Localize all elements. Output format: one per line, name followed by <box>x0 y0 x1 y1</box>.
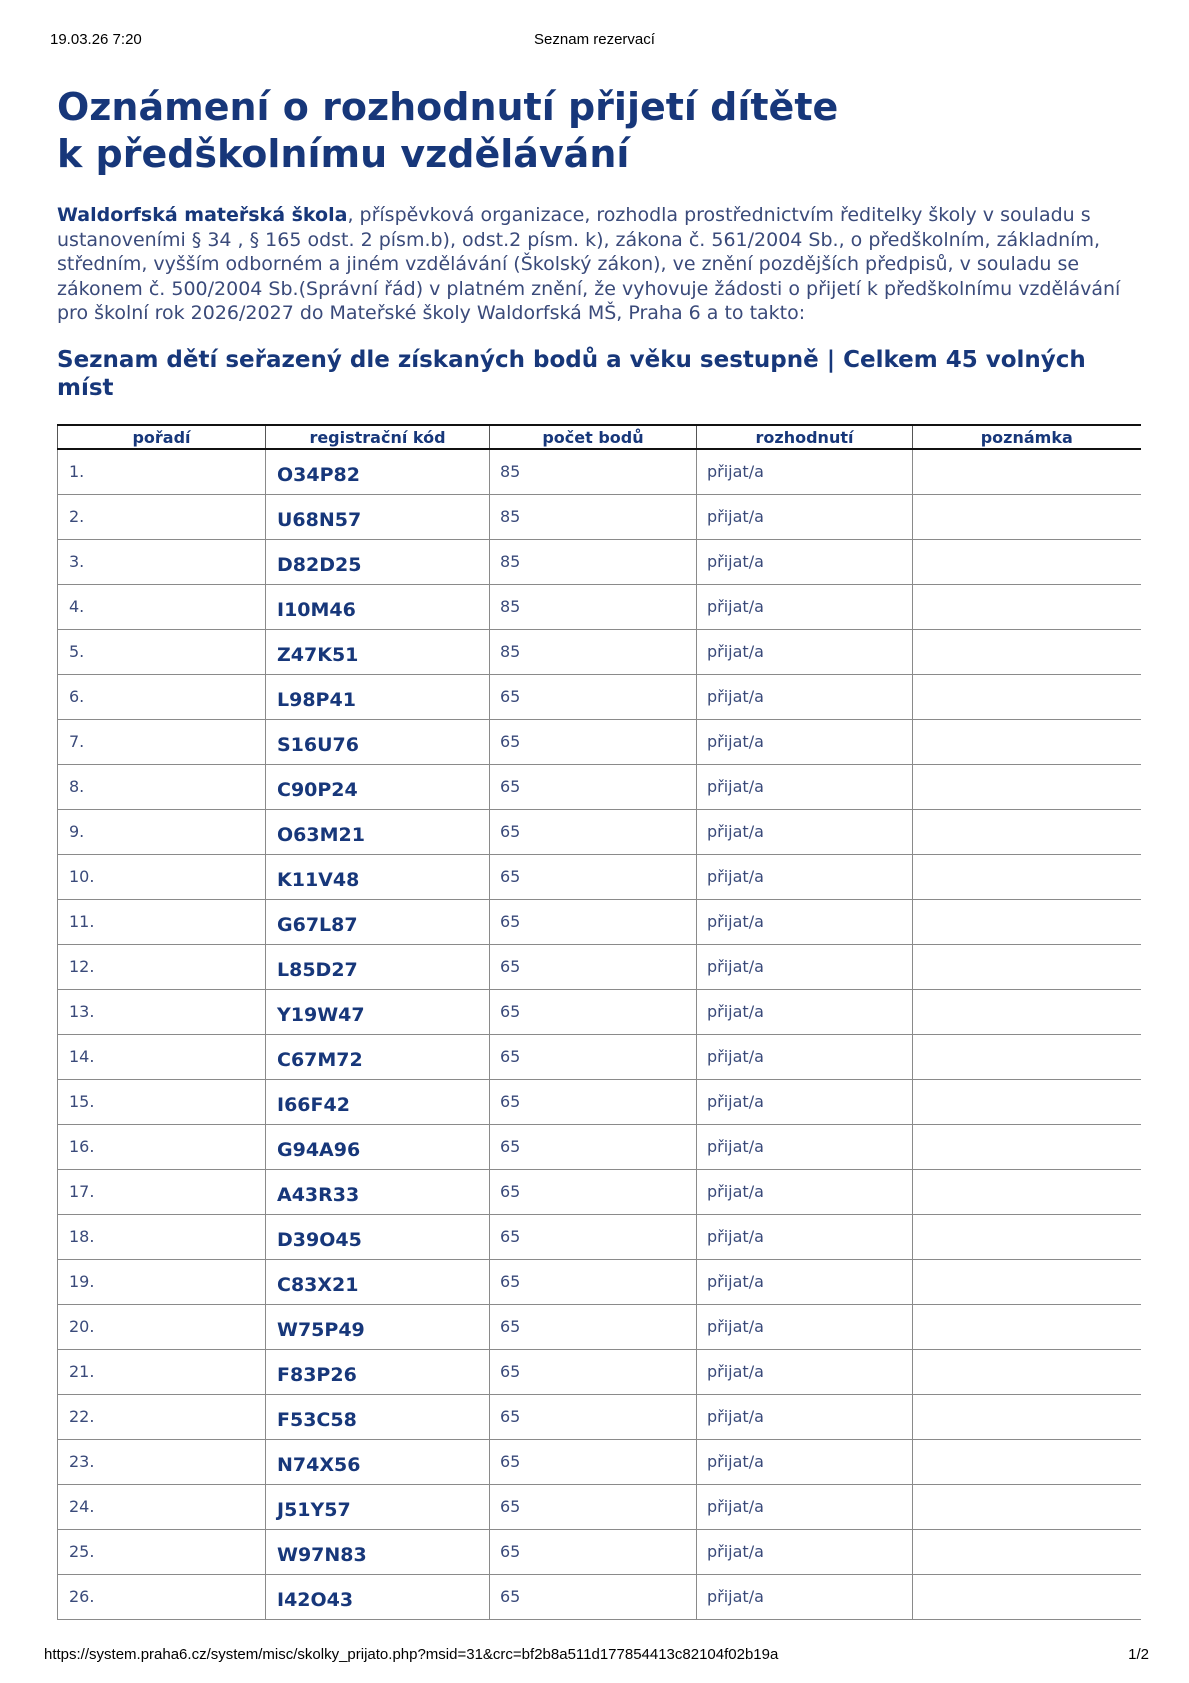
table-row <box>58 1125 1141 1170</box>
rank-cell: 11. <box>58 900 266 945</box>
rank-cell: 4. <box>58 585 266 630</box>
decision-cell: přijat/a <box>697 585 913 630</box>
rank-cell: 25. <box>58 1530 266 1575</box>
title-line-1: Oznámení o rozhodnutí přijetí dítěte <box>57 85 839 129</box>
registration-code-cell: W97N83 <box>266 1530 490 1575</box>
note-cell <box>913 1170 1141 1215</box>
points-cell: 65 <box>490 1440 697 1485</box>
rank-cell: 14. <box>58 1035 266 1080</box>
registration-code-cell: C83X21 <box>266 1260 490 1305</box>
note-cell <box>913 1035 1141 1080</box>
rank-cell: 13. <box>58 990 266 1035</box>
table-row <box>58 765 1141 810</box>
table-row <box>58 630 1141 675</box>
decision-cell: přijat/a <box>697 900 913 945</box>
registration-code-cell: Y19W47 <box>266 990 490 1035</box>
rank-cell: 16. <box>58 1125 266 1170</box>
points-cell: 85 <box>490 540 697 585</box>
column-header: poznámka <box>913 425 1141 449</box>
registration-code-cell: D39O45 <box>266 1215 490 1260</box>
points-cell: 65 <box>490 1215 697 1260</box>
decision-cell: přijat/a <box>697 1575 913 1620</box>
table-row <box>58 1485 1141 1530</box>
registration-code-cell: G67L87 <box>266 900 490 945</box>
registration-code-cell: I66F42 <box>266 1080 490 1125</box>
note-cell <box>913 495 1141 540</box>
school-name: Waldorfská mateřská škola <box>57 204 348 226</box>
rank-cell: 17. <box>58 1170 266 1215</box>
registration-code-cell: G94A96 <box>266 1125 490 1170</box>
decision-cell: přijat/a <box>697 1080 913 1125</box>
table-row <box>58 495 1141 540</box>
registration-code-cell: I10M46 <box>266 585 490 630</box>
points-cell: 85 <box>490 495 697 540</box>
note-cell <box>913 720 1141 765</box>
rank-cell: 7. <box>58 720 266 765</box>
note-cell <box>913 1215 1141 1260</box>
table-row <box>58 585 1141 630</box>
points-cell: 85 <box>490 585 697 630</box>
registration-code-cell: O34P82 <box>266 449 490 495</box>
points-cell: 65 <box>490 1530 697 1575</box>
points-cell: 65 <box>490 675 697 720</box>
registration-code-cell: D82D25 <box>266 540 490 585</box>
note-cell <box>913 1260 1141 1305</box>
rank-cell: 10. <box>58 855 266 900</box>
list-heading: Seznam dětí seřazený dle získaných bodů a věku sestupně | Celkem 45 volných míst <box>57 347 1086 401</box>
column-header: pořadí <box>58 425 266 449</box>
points-cell: 65 <box>490 1485 697 1530</box>
column-header: počet bodů <box>490 425 697 449</box>
note-cell <box>913 675 1141 720</box>
points-cell: 65 <box>490 1395 697 1440</box>
registration-code-cell: L98P41 <box>266 675 490 720</box>
table-row <box>58 449 1141 495</box>
note-cell <box>913 1395 1141 1440</box>
note-cell <box>913 900 1141 945</box>
rank-cell: 24. <box>58 1485 266 1530</box>
points-cell: 65 <box>490 765 697 810</box>
note-cell <box>913 1350 1141 1395</box>
registration-code-cell: S16U76 <box>266 720 490 765</box>
decision-cell: přijat/a <box>697 990 913 1035</box>
table-row <box>58 1350 1141 1395</box>
decision-cell: přijat/a <box>697 1395 913 1440</box>
decision-cell: přijat/a <box>697 810 913 855</box>
registration-code-cell: C90P24 <box>266 765 490 810</box>
decision-cell: přijat/a <box>697 1530 913 1575</box>
points-cell: 65 <box>490 1035 697 1080</box>
note-cell <box>913 630 1141 675</box>
note-cell <box>913 1530 1141 1575</box>
admission-table <box>57 424 1141 1620</box>
rank-cell: 21. <box>58 1350 266 1395</box>
rank-cell: 12. <box>58 945 266 990</box>
column-header: rozhodnutí <box>697 425 913 449</box>
rank-cell: 22. <box>58 1395 266 1440</box>
registration-code-cell: O63M21 <box>266 810 490 855</box>
table-row <box>58 1170 1141 1215</box>
registration-code-cell: K11V48 <box>266 855 490 900</box>
rank-cell: 2. <box>58 495 266 540</box>
decision-cell: přijat/a <box>697 1305 913 1350</box>
decision-cell: přijat/a <box>697 720 913 765</box>
points-cell: 65 <box>490 1170 697 1215</box>
rank-cell: 3. <box>58 540 266 585</box>
decision-cell: přijat/a <box>697 1170 913 1215</box>
table-row <box>58 900 1141 945</box>
registration-code-cell: A43R33 <box>266 1170 490 1215</box>
table-row <box>58 1260 1141 1305</box>
registration-code-cell: F53C58 <box>266 1395 490 1440</box>
decision-cell: přijat/a <box>697 630 913 675</box>
note-cell <box>913 855 1141 900</box>
note-cell <box>913 1125 1141 1170</box>
note-cell <box>913 1485 1141 1530</box>
note-cell <box>913 1305 1141 1350</box>
table-row <box>58 1395 1141 1440</box>
points-cell: 65 <box>490 945 697 990</box>
table-row <box>58 1215 1141 1260</box>
points-cell: 65 <box>490 900 697 945</box>
rank-cell: 20. <box>58 1305 266 1350</box>
decision-cell: přijat/a <box>697 1035 913 1080</box>
decision-cell: přijat/a <box>697 449 913 495</box>
table-row <box>58 810 1141 855</box>
decision-cell: přijat/a <box>697 945 913 990</box>
decision-cell: přijat/a <box>697 1485 913 1530</box>
column-header: registrační kód <box>266 425 490 449</box>
points-cell: 65 <box>490 1575 697 1620</box>
rank-cell: 26. <box>58 1575 266 1620</box>
note-cell <box>913 540 1141 585</box>
decision-cell: přijat/a <box>697 1440 913 1485</box>
points-cell: 65 <box>490 1350 697 1395</box>
table-row <box>58 1440 1141 1485</box>
table-row <box>58 540 1141 585</box>
points-cell: 85 <box>490 630 697 675</box>
decision-cell: přijat/a <box>697 1125 913 1170</box>
print-page-title: Seznam rezervací <box>534 31 655 48</box>
registration-code-cell: J51Y57 <box>266 1485 490 1530</box>
decision-cell: přijat/a <box>697 765 913 810</box>
table-row <box>58 1575 1141 1620</box>
rank-cell: 5. <box>58 630 266 675</box>
table-row <box>58 1530 1141 1575</box>
table-row <box>58 675 1141 720</box>
registration-code-cell: W75P49 <box>266 1305 490 1350</box>
decision-cell: přijat/a <box>697 675 913 720</box>
rank-cell: 9. <box>58 810 266 855</box>
note-cell <box>913 810 1141 855</box>
table-row <box>58 720 1141 765</box>
table-row <box>58 855 1141 900</box>
table-header-row <box>58 425 1141 449</box>
registration-code-cell: Z47K51 <box>266 630 490 675</box>
decision-cell: přijat/a <box>697 1260 913 1305</box>
note-cell <box>913 945 1141 990</box>
points-cell: 65 <box>490 1080 697 1125</box>
note-cell <box>913 1575 1141 1620</box>
decision-cell: přijat/a <box>697 495 913 540</box>
registration-code-cell: L85D27 <box>266 945 490 990</box>
table-row <box>58 1305 1141 1350</box>
decision-cell: přijat/a <box>697 855 913 900</box>
decision-cell: přijat/a <box>697 1215 913 1260</box>
note-cell <box>913 765 1141 810</box>
rank-cell: 15. <box>58 1080 266 1125</box>
page-number: 1/2 <box>1128 1646 1149 1663</box>
rank-cell: 1. <box>58 449 266 495</box>
decision-cell: přijat/a <box>697 1350 913 1395</box>
rank-cell: 6. <box>58 675 266 720</box>
intro-text: , příspěvková organizace, rozhodla prostřednictvím ředitelky školy v souladu s ustanoveními § 34 , § 165 odst. 2 písm.b), odst.2 písm. k), zákona č. 561/2004 Sb., o předškolním, základním, středním, vyšším odborném a jiném vzdělávání (Školský zákon), ve znění pozdějších předpisů, v souladu se zákonem č. 500/2004 Sb.(Správní řád) v platném znění, že vyhovuje žádosti o přijetí k předškolnímu vzdělávání pro školní rok 2026/2027 do Mateřské školy Waldorfská MŠ, Praha 6 a to takto: <box>57 204 1121 324</box>
title-line-2: k předškolnímu vzdělávání <box>57 132 630 176</box>
footer-url: https://system.praha6.cz/system/misc/skolky_prijato.php?msid=31&crc=bf2b8a511d177854413c82104f02b19a <box>44 1646 779 1663</box>
note-cell <box>913 1080 1141 1125</box>
rank-cell: 23. <box>58 1440 266 1485</box>
registration-code-cell: C67M72 <box>266 1035 490 1080</box>
points-cell: 65 <box>490 1260 697 1305</box>
note-cell <box>913 449 1141 495</box>
points-cell: 65 <box>490 1305 697 1350</box>
table-row <box>58 945 1141 990</box>
note-cell <box>913 585 1141 630</box>
registration-code-cell: F83P26 <box>266 1350 490 1395</box>
rank-cell: 18. <box>58 1215 266 1260</box>
table-row <box>58 1080 1141 1125</box>
table-row <box>58 990 1141 1035</box>
table-row <box>58 1035 1141 1080</box>
points-cell: 65 <box>490 990 697 1035</box>
note-cell <box>913 990 1141 1035</box>
points-cell: 65 <box>490 720 697 765</box>
note-cell <box>913 1440 1141 1485</box>
rank-cell: 8. <box>58 765 266 810</box>
points-cell: 65 <box>490 810 697 855</box>
points-cell: 65 <box>490 855 697 900</box>
registration-code-cell: U68N57 <box>266 495 490 540</box>
page-title <box>57 84 1137 178</box>
decision-cell: přijat/a <box>697 540 913 585</box>
registration-code-cell: N74X56 <box>266 1440 490 1485</box>
intro-paragraph <box>57 203 1137 326</box>
registration-code-cell: I42O43 <box>266 1575 490 1620</box>
points-cell: 65 <box>490 1125 697 1170</box>
points-cell: 85 <box>490 449 697 495</box>
rank-cell: 19. <box>58 1260 266 1305</box>
print-datetime: 19.03.26 7:20 <box>50 31 142 48</box>
